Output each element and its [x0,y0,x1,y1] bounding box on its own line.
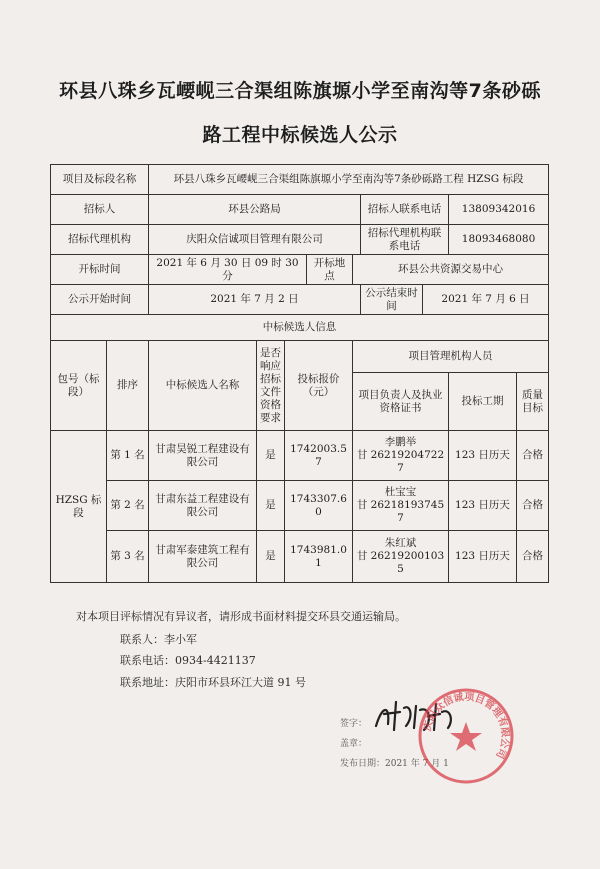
candidate-response: 是 [257,431,285,481]
candidate-price: 1743981.01 [285,531,353,583]
title-line-2: 路工程中标候选人公示 [202,124,398,146]
candidate-rank: 第 2 名 [107,481,149,531]
header-pm-person: 项目负责人及执业资格证书 [353,373,449,431]
company-seal [416,686,516,786]
row-project [51,165,549,195]
candidate-name: 甘肃东益工程建设有限公司 [149,481,257,531]
open-time-label: 开标时间 [51,255,149,285]
header-price: 投标报价（元） [285,341,353,431]
publicity-end-value: 2021 年 7 月 6 日 [423,285,549,315]
candidate-quality: 合格 [517,531,549,583]
candidate-pm-cert: 甘 262192047227 [356,449,445,474]
header-name: 中标候选人名称 [149,341,257,431]
candidates-section-title: 中标候选人信息 [51,315,549,341]
candidate-price: 1742003.57 [285,431,353,481]
candidate-response: 是 [257,531,285,583]
title-line-1: 环县八珠乡瓦崾岘三合渠组陈旗塬小学至南沟等7条砂砾 [59,80,541,102]
project-label: 项目及标段名称 [51,165,149,195]
agency-value: 庆阳众信诚项目管理有限公司 [149,225,361,255]
publicity-end-label: 公示结束时间 [361,285,423,315]
candidate-name: 甘肃军泰建筑工程有限公司 [149,531,257,583]
stamp-label: 盖章： [340,739,368,749]
candidate-pm-name: 朱红斌 [384,537,417,549]
header-period: 投标工期 [449,373,517,431]
open-time-value: 2021 年 6 月 30 日 09 时 30 分 [149,255,307,285]
header-response: 是否响应招标文件资格要求 [257,341,285,431]
tenderer-label: 招标人 [51,195,149,225]
candidate-pm-name: 李鹏举 [384,436,417,448]
table-row [51,431,549,481]
table-row [51,531,549,583]
header-rank: 排序 [107,341,149,431]
candidate-name: 甘肃昊锐工程建设有限公司 [149,431,257,481]
publicity-table [50,164,549,583]
row-header-1 [51,341,549,373]
table-row [51,481,549,531]
tenderer-phone-value: 13809342016 [449,195,549,225]
objection-notice: 对本项目评标情况有异议者，请形成书面材料提交环县交通运输局。 [76,610,406,623]
project-value: 环县八珠乡瓦崾岘三合渠组陈旗塬小学至南沟等7条砂砾路工程 HZSG 标段 [149,165,549,195]
publicity-start-label: 公示开始时间 [51,285,149,315]
row-agency [51,225,549,255]
header-pm-group: 项目管理机构人员 [353,341,549,373]
agency-phone-label: 招标代理机构联系电话 [361,225,449,255]
publicity-start-value: 2021 年 7 月 2 日 [149,285,361,315]
header-package: 包号（标段） [51,341,107,431]
tenderer-value: 环县公路局 [149,195,361,225]
candidate-pm-name: 杜宝宝 [384,486,417,498]
candidate-period: 123 日历天 [449,431,517,481]
agency-label: 招标代理机构 [51,225,149,255]
row-publicity [51,285,549,315]
tenderer-phone-label: 招标人联系电话 [361,195,449,225]
agency-phone-value: 18093468080 [449,225,549,255]
seal-star [450,722,482,751]
row-open [51,255,549,285]
header-quality: 质量目标 [517,373,549,431]
package-value: HZSG 标段 [51,431,107,583]
candidate-pm-cert: 甘 262192001035 [356,550,445,575]
seal-text: 庆阳众信诚项目管理有限公司 [422,691,511,761]
candidate-pm-cert: 甘 262181937457 [356,499,445,524]
candidate-rank: 第 3 名 [107,531,149,583]
open-place-label: 开标地点 [307,255,353,285]
candidate-rank: 第 1 名 [107,431,149,481]
candidate-period: 123 日历天 [449,481,517,531]
open-place-value: 环县公共资源交易中心 [353,255,549,285]
sign-label: 签字： [340,719,368,729]
contact-phone: 联系电话：0934-4421137 [120,654,256,667]
candidate-quality: 合格 [517,431,549,481]
candidate-response: 是 [257,481,285,531]
contact-person: 联系人：李小军 [120,633,197,646]
release-date: 发布日期：2021 年 7 月 1 [340,759,449,769]
candidate-pm [353,481,449,531]
contact-address: 联系地址：庆阳市环县环江大道 91 号 [120,676,306,689]
candidate-pm [353,531,449,583]
candidate-period: 123 日历天 [449,531,517,583]
row-section [51,315,549,341]
candidate-pm [353,431,449,481]
row-tenderer [51,195,549,225]
candidate-price: 1743307.60 [285,481,353,531]
candidate-quality: 合格 [517,481,549,531]
